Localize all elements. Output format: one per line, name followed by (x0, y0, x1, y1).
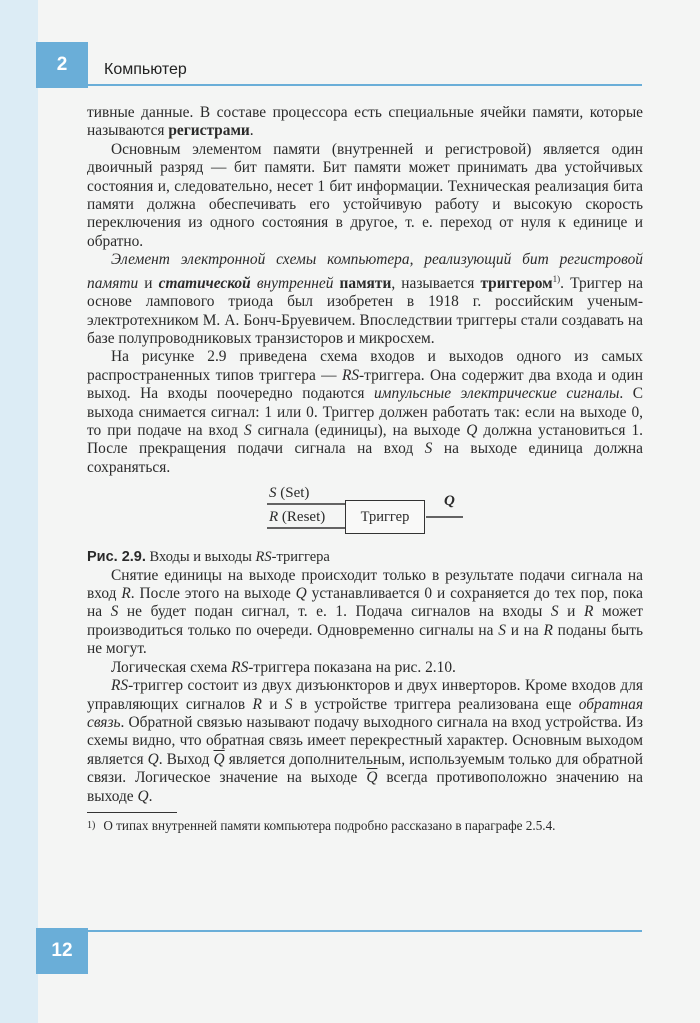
page-body (87, 104, 643, 834)
figure-rs-trigger (87, 480, 643, 546)
paragraph-7: RS-триггер состоит из двух дизъюнкторов и двух инверторов. Кроме входов для управляющих сигналов R и S в устройстве триггера реализована еще обратная связь. Обратной связью называют подачу выходного сигнала на вход устройства. Из схемы видно, что обратная связь имеет перекрестный характер. Основным выходом является Q. Выход $\overline{Q}$ является дополнительным, используемым только для обратной связи. Логическое значение на выходе $\overline{Q}$ всегда противоположно значению на выходе Q. (87, 677, 644, 805)
footnote-rule (87, 812, 177, 813)
figure-caption: Рис. 2.9. Входы и выходы RS-триггера (87, 549, 330, 566)
footer-rule (88, 930, 642, 932)
paragraph-1: тивные данные. В составе процессора есть специальные ячейки памяти, которые называются регистрами. (87, 104, 643, 140)
paragraph-5: Снятие единицы на выходе происходит только в результате подачи сигнала на вход R. После этого на выходе Q устанавливается 0 и сохраняется до тех пор, пока на S не будет подан сигнал, т. е. 1. Подача сигналов на входы S и R может производиться только по очереди. Одновременно сигналы на S и на R поданы быть не могут. (87, 566, 644, 658)
paragraph-6: Логическая схема RS-триггера показана на рис. 2.10. (111, 658, 456, 676)
footnote: $^{1)}$ О типах внутренней памяти компьютера подробно рассказано в параграфе 2.5.4. (87, 817, 556, 833)
header-rule (88, 84, 642, 86)
paragraph-2: Основным элементом памяти (внутренней и регистровой) является один двоичный разряд — бит памяти. Бит памяти может принимать два устойчивых состояния и, следовательно, несет 1 бит информации. Техническая реализация бита памяти должна обеспечивать его устойчивую работу и высокую скорость переключения из одного состояния в другое, т. е. переход от нуля к единице и обратно. (87, 140, 643, 250)
chapter-number-tab: 2 (36, 42, 88, 88)
trigger-box: Триггер (345, 500, 425, 534)
output-q-label: Q (444, 493, 455, 510)
paragraph-3-definition: Элемент электронной схемы компьютера, реализующий бит регистровой памяти и статической внутренней памяти, называется триггером$^{1)}$. Триггер на основе лампового триода был изобретен в 1918 г. российским ученым-электротехником М. А. Бонч-Бруевичем. Впоследствии триггеры стали создавать на базе полупроводниковых транзисторов и микросхем. (87, 251, 644, 347)
footnote-ref: 1) (552, 273, 561, 284)
page-sidebar (0, 0, 38, 1023)
input-r-label: R (Reset) (269, 509, 326, 526)
input-s-label: S (Set) (269, 485, 310, 502)
paragraph-4: На рисунке 2.9 приведена схема входов и выходов одного из самых распространенных типов триггера — RS-триггера. Она содержит два входа и один выход. На входы поочередно подаются импульсные электрические сигналы. С выхода снимается сигнал: 1 или 0. Триггер должен работать так: если на выходе 0, то при подаче на вход S сигнала (единицы), на выходе Q должна установиться 1. После прекращения подачи сигнала на вход S на выходе единица должна сохраняться. (87, 348, 643, 476)
page-number-tab: 12 (36, 928, 88, 974)
chapter-title: Компьютер (104, 61, 187, 78)
